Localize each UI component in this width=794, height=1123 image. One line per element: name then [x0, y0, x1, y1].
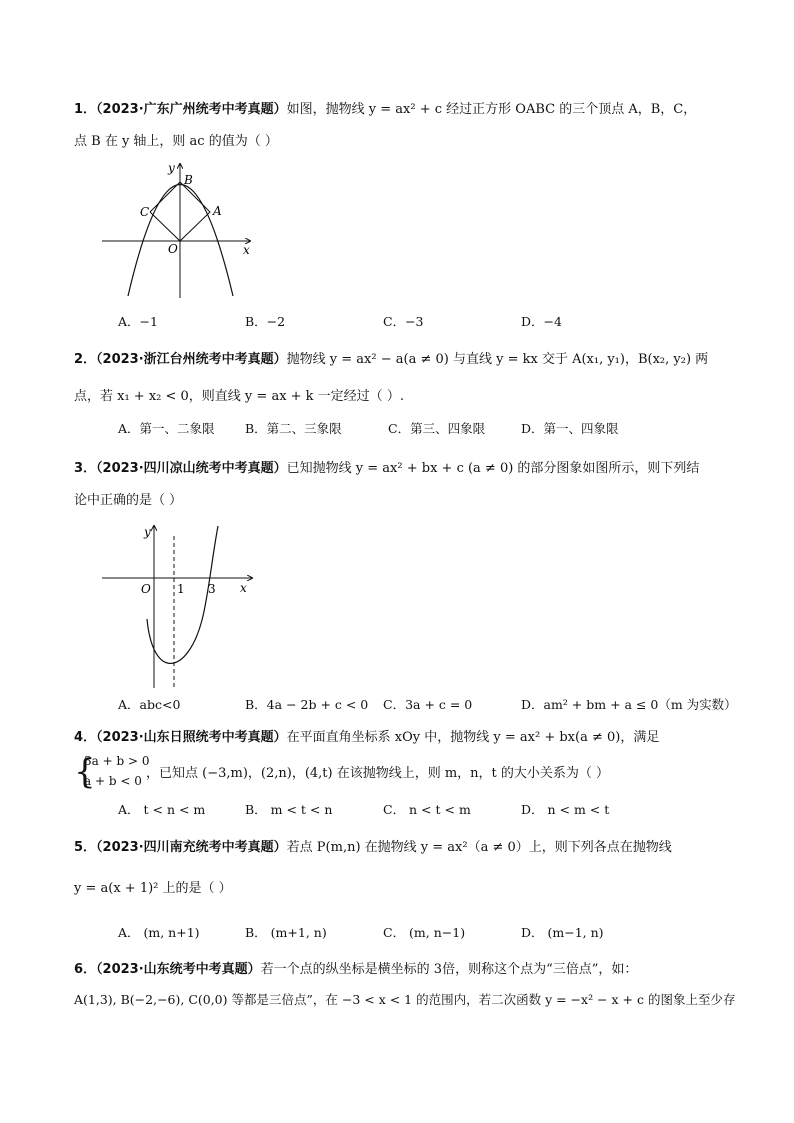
q1-source: （2023·广东广州统考中考真题）	[96, 102, 287, 117]
q5-line1	[74, 839, 672, 857]
q4-line1	[74, 729, 659, 747]
q3-label-1: 1	[177, 582, 185, 596]
q5-text1: 若点 P(m,n) 在抛物线 y = ax²（a ≠ 0）上，则下列各点在抛物线	[286, 840, 672, 855]
q2-option-c[interactable]: C．第三、四象限	[388, 421, 486, 436]
q3-option-b[interactable]: B．4a − 2b + c < 0	[245, 697, 369, 712]
q6-line1	[74, 961, 637, 979]
q3-label-y: y	[144, 525, 151, 539]
q1-figure	[98, 158, 258, 300]
q5-source: （2023·四川南充统考中考真题）	[96, 840, 287, 855]
q1-label-B: B	[184, 173, 193, 187]
q1-number: 1．	[74, 102, 97, 117]
q5-option-a[interactable]: A． (m, n+1)	[118, 925, 200, 940]
q4-source: （2023·山东日照统考中考真题）	[96, 730, 287, 745]
q4-brace: {	[74, 752, 96, 792]
q5-number: 5．	[74, 840, 97, 855]
q4-option-a[interactable]: A． t < n < m	[118, 802, 206, 817]
q5-line2: y = a(x + 1)² 上的是（ ）	[74, 881, 232, 896]
q1-option-a[interactable]: A．−1	[118, 314, 158, 329]
q1-text1: 如图，抛物线 y = ax² + c 经过正方形 OABC 的三个顶点 A，B，C，	[286, 102, 697, 117]
q3-line2: 论中正确的是（ ）	[74, 493, 183, 508]
q3-label-O: O	[141, 582, 151, 596]
q1-option-d[interactable]: D．−4	[521, 314, 562, 329]
q1-option-c[interactable]: C．−3	[383, 314, 424, 329]
q4-line2: ，已知点 (−3,m)，(2,n)，(4,t) 在该抛物线上，则 m，n，t 的大小关系为（ ）	[146, 766, 610, 781]
q4-condition-2: a + b < 0	[84, 774, 142, 788]
q3-label-3: 3	[208, 582, 216, 596]
q4-number: 4．	[74, 730, 97, 745]
q3-number: 3．	[74, 461, 97, 476]
q2-option-b[interactable]: B．第二、三象限	[245, 421, 342, 436]
q3-source: （2023·四川凉山统考中考真题）	[96, 461, 287, 476]
q1-label-y: y	[168, 161, 175, 175]
q2-source: （2023·浙江台州统考中考真题）	[96, 352, 287, 367]
q1-line1	[74, 101, 696, 119]
q4-option-c[interactable]: C． n < t < m	[383, 802, 471, 817]
q1-option-b[interactable]: B．−2	[245, 314, 286, 329]
q3-figure	[98, 522, 260, 690]
q4-condition-1: 3a + b > 0	[84, 754, 150, 768]
q1-label-A: A	[213, 204, 222, 218]
q3-option-c[interactable]: C．3a + c = 0	[383, 697, 473, 712]
q5-option-b[interactable]: B． (m+1, n)	[245, 925, 327, 940]
q1-label-C: C	[140, 205, 150, 219]
q6-line2: A(1,3), B(−2,−6), C(0,0) 等都是三倍点”，在 −3 < x < 1 的范围内，若二次函数 y = −x² − x + c 的图象上至少存	[74, 992, 736, 1007]
q2-line2: 点，若 x₁ + x₂ < 0，则直线 y = ax + k 一定经过（ ）.	[74, 389, 404, 404]
q4-condition-system	[74, 752, 150, 793]
q6-text1: 若一个点的纵坐标是横坐标的 3倍，则称这个点为“三倍点”，如：	[260, 962, 638, 977]
q3-option-a[interactable]: A．abc<0	[118, 697, 181, 712]
q4-option-d[interactable]: D． n < m < t	[521, 802, 610, 817]
q6-source: （2023·山东统考中考真题）	[96, 962, 261, 977]
q3-label-x: x	[240, 581, 247, 595]
q5-option-c[interactable]: C． (m, n−1)	[383, 925, 466, 940]
q1-line2: 点 B 在 y 轴上，则 ac 的值为（ ）	[74, 134, 278, 149]
q2-option-d[interactable]: D．第一、四象限	[521, 421, 619, 436]
q2-text1: 抛物线 y = ax² − a(a ≠ 0) 与直线 y = kx 交于 A(x₁, y₁)，B(x₂, y₂) 两	[286, 352, 709, 367]
q2-option-a[interactable]: A．第一、二象限	[118, 421, 215, 436]
q2-number: 2．	[74, 352, 97, 367]
q3-option-d[interactable]: D．am² + bm + a ≤ 0（m 为实数）	[521, 697, 737, 712]
q1-label-O: O	[168, 242, 178, 256]
q4-text1: 在平面直角坐标系 xOy 中，抛物线 y = ax² + bx(a ≠ 0)，满足	[286, 730, 660, 745]
q5-option-d[interactable]: D． (m−1, n)	[521, 925, 604, 940]
q1-label-x: x	[243, 243, 250, 257]
q2-line1	[74, 351, 708, 369]
q3-line1	[74, 460, 699, 478]
q6-number: 6．	[74, 962, 97, 977]
q3-text1: 已知抛物线 y = ax² + bx + c (a ≠ 0) 的部分图象如图所示，则下列结	[286, 461, 700, 476]
q4-option-b[interactable]: B． m < t < n	[245, 802, 333, 817]
